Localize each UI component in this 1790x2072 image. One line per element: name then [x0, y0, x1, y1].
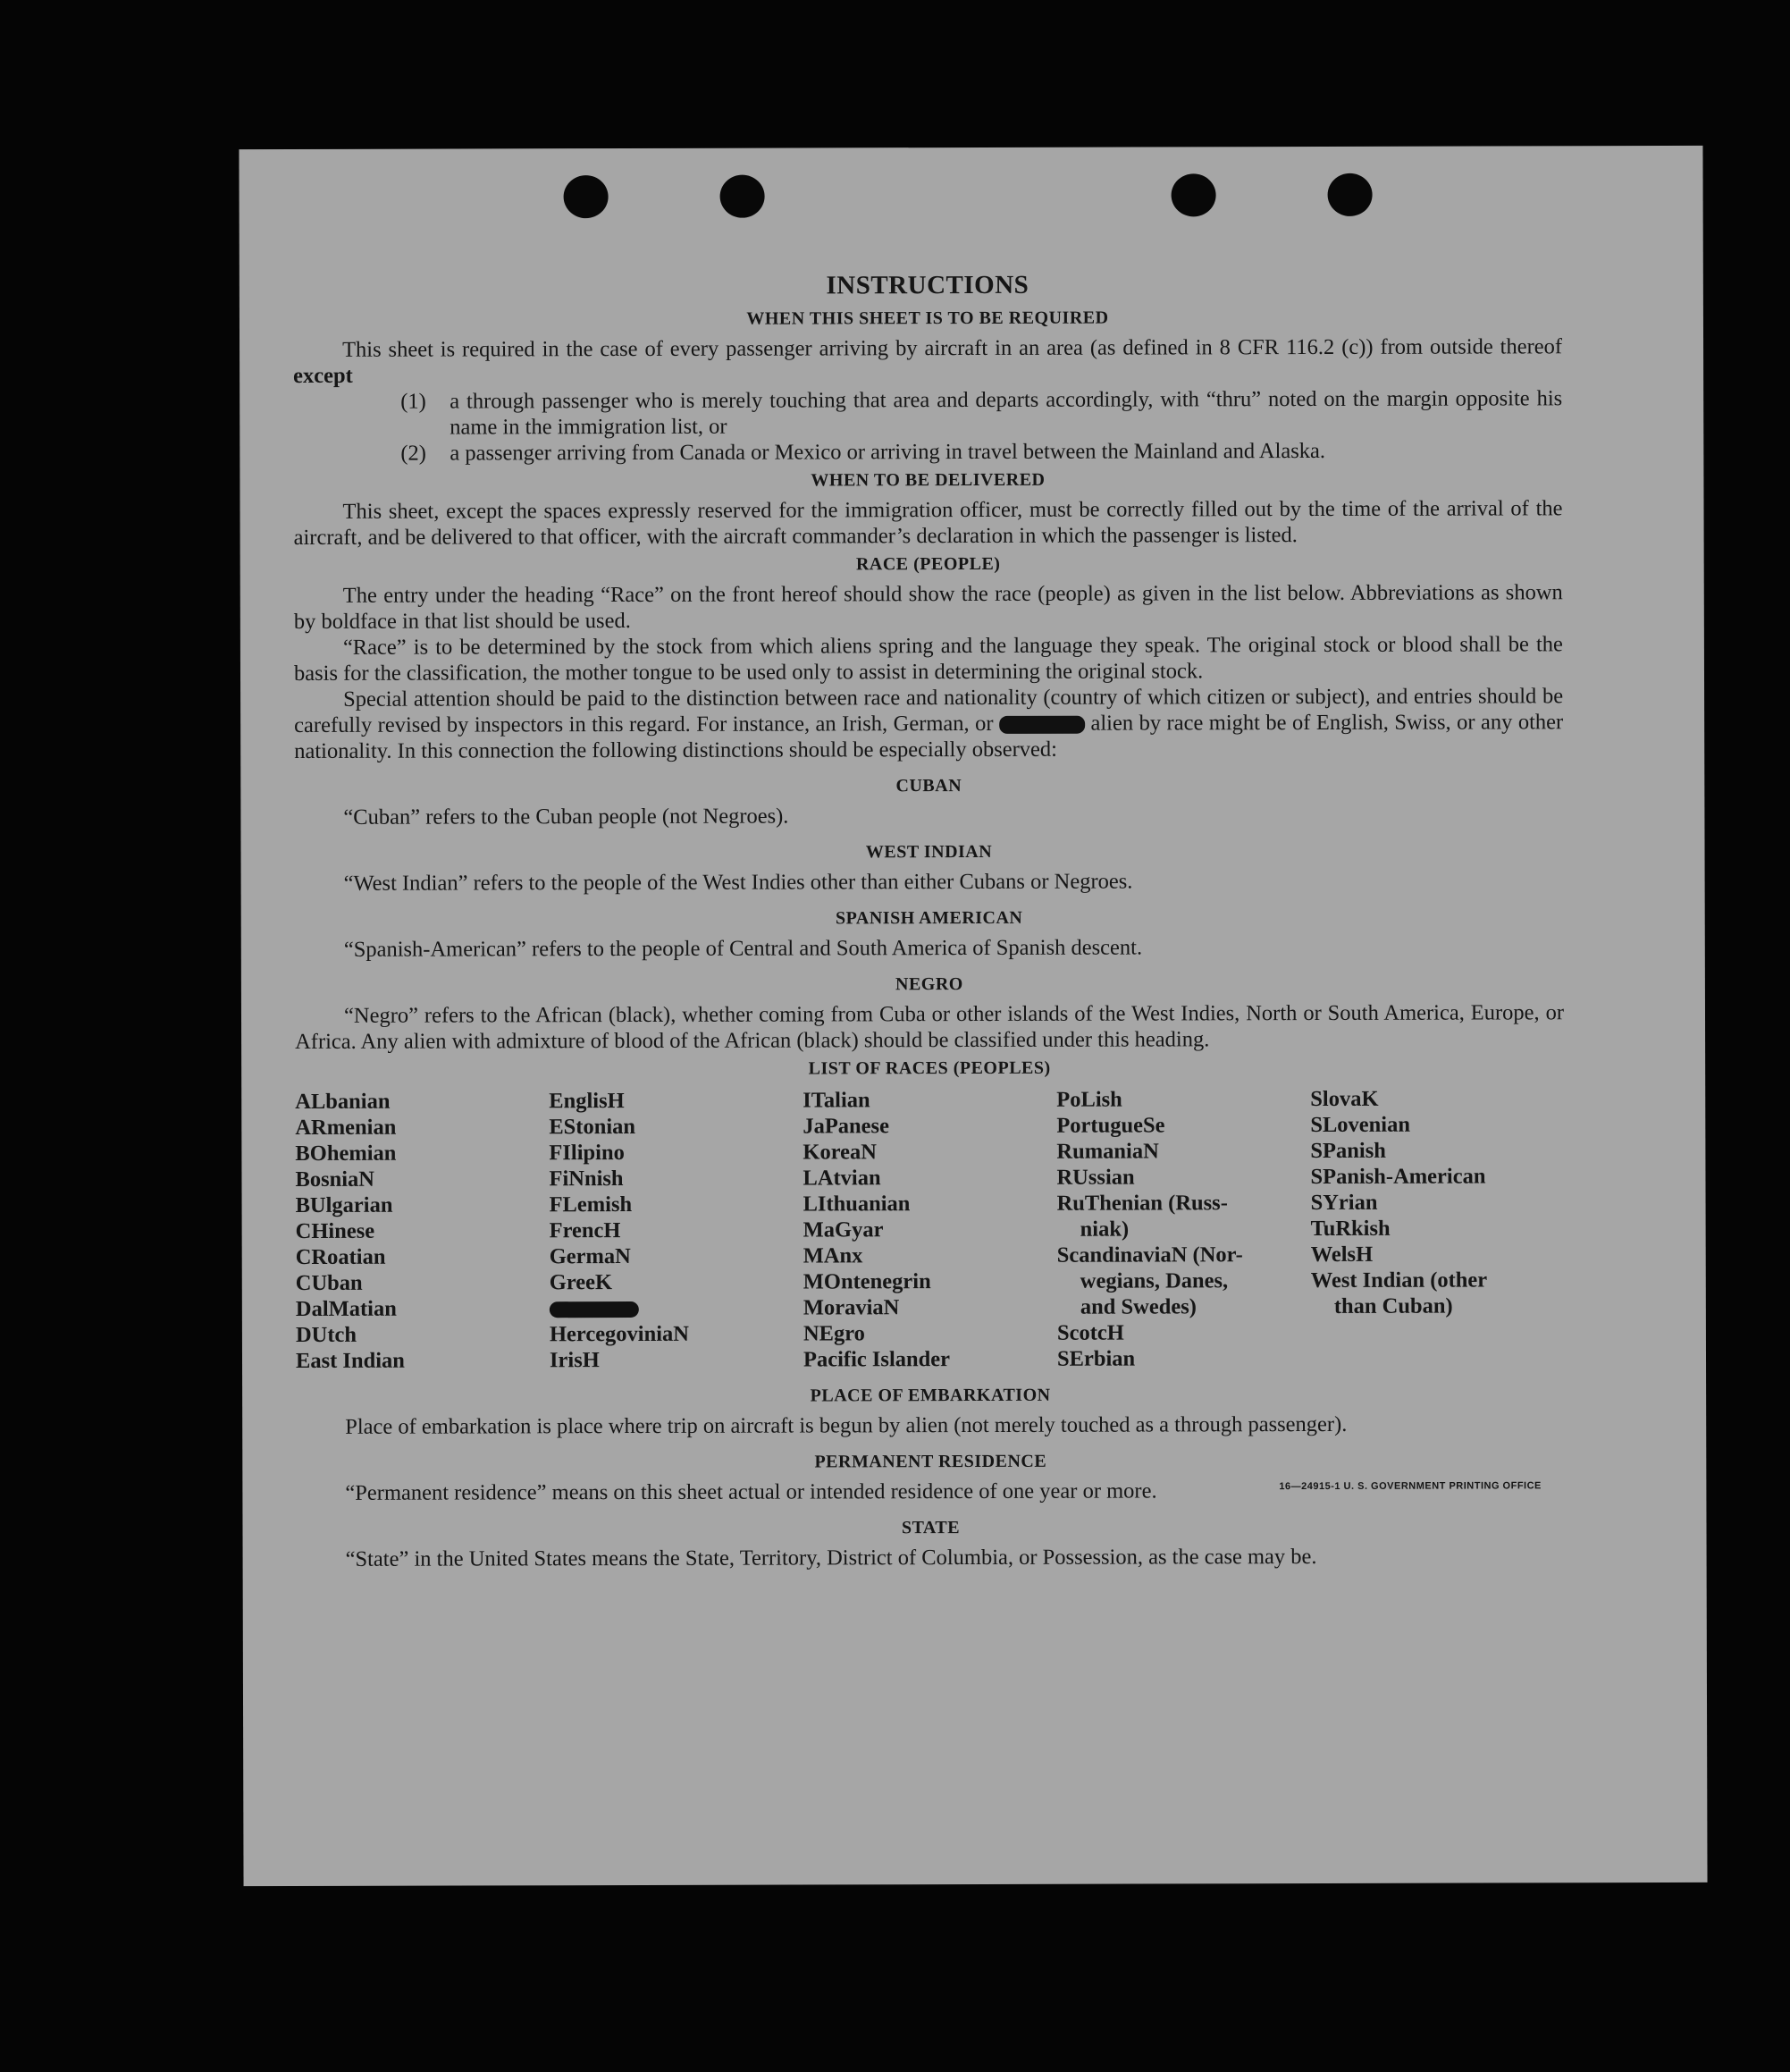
race-entry: FiNnish	[549, 1167, 624, 1192]
race-entry: RuThenian (Russ-	[1056, 1191, 1228, 1216]
race-entry: MaGyar	[803, 1217, 884, 1242]
section-heading: WHEN TO BE DELIVERED	[811, 469, 1046, 491]
race-list	[295, 1085, 1565, 1374]
race-entry: LAtvian	[803, 1166, 881, 1191]
race-entry: KoreaN	[803, 1140, 877, 1165]
race-entry-continued: wegians, Danes,	[1080, 1268, 1229, 1293]
punch-hole	[720, 175, 765, 218]
paragraph: “Negro” refers to the African (black), whether coming from Cuba or other islands of the West Indies, North or South America, Europe, or Africa. Any alien with admixture of blood of the African (black) should be classified under this heading.	[295, 1000, 1565, 1054]
race-entry: JaPanese	[803, 1114, 889, 1139]
section-heading: CUBAN	[895, 776, 962, 796]
race-entry: TuRkish	[1310, 1216, 1391, 1242]
section-heading: NEGRO	[895, 974, 963, 995]
punch-hole	[1328, 173, 1373, 216]
page-title: INSTRUCTIONS	[826, 270, 1029, 300]
punch-hole	[564, 175, 609, 218]
race-entry: EStonian	[549, 1114, 636, 1140]
section-heading: PLACE OF EMBARKATION	[810, 1385, 1051, 1406]
paragraph: “Cuban” refers to the Cuban people (not Negroes).	[343, 804, 789, 830]
paragraph-text: This sheet is required in the case of every passenger arriving by aircraft in an area (as defined in 8 CFR 116.2 (c)) from outside thereof	[342, 334, 1563, 362]
paragraph	[294, 683, 1563, 764]
race-entry-continued: than Cuban)	[1333, 1293, 1453, 1318]
paragraph: This sheet, except the spaces expressly reserved for the immigration officer, must be correctly filled out by the time of the arrival of the aircraft, and be delivered to that officer, with the aircraft commander’s declaration in which the passenger is listed.	[293, 496, 1563, 550]
race-entry: ITalian	[803, 1088, 870, 1113]
race-entry: RUssian	[1056, 1165, 1135, 1190]
race-entry: SErbian	[1056, 1346, 1136, 1371]
paragraph: The entry under the heading “Race” on the front hereof should show the race (people) as given in the list below. Abbreviations as shown by boldface in that list should be used.	[293, 580, 1563, 634]
race-entry: SLovenian	[1310, 1112, 1411, 1138]
paragraph: “State” in the United States means the State, Territory, District of Columbia, or Possession, as the case may be.	[345, 1544, 1317, 1571]
race-entry: MAnx	[803, 1243, 863, 1268]
race-entry: DalMatian	[295, 1296, 397, 1321]
paragraph: “Spanish-American” refers to the people of Central and South America of Spanish descent.	[343, 935, 1143, 962]
race-entry: CUban	[295, 1270, 363, 1295]
section-heading: RACE (PEOPLE)	[855, 553, 1001, 575]
race-entry: IrisH	[549, 1348, 600, 1373]
section-heading: SPANISH AMERICAN	[836, 907, 1023, 929]
race-column	[1056, 1086, 1311, 1372]
race-column	[549, 1087, 803, 1373]
race-entry: BOhemian	[295, 1141, 397, 1166]
paragraph: “West Indian” refers to the people of the West Indies other than either Cubans or Negroes.	[343, 869, 1133, 896]
race-entry: BUlgarian	[295, 1192, 393, 1217]
race-entry: NEgro	[803, 1321, 865, 1346]
item-text: a through passenger who is merely touching that area and departs accordingly, with “thru” noted on the margin opposite his name in the immigration list, or	[450, 386, 1563, 440]
item-number: (1)	[400, 389, 426, 414]
paragraph: Place of embarkation is place where trip on aircraft is begun by alien (not merely touched as a through passenger).	[345, 1411, 1348, 1439]
race-entry: BosniaN	[295, 1167, 375, 1192]
race-entry: ALbanian	[295, 1089, 391, 1114]
section-heading: WEST INDIAN	[865, 841, 993, 863]
race-entry: Pacific Islander	[803, 1347, 951, 1372]
race-entry: FLemish	[549, 1192, 633, 1217]
race-entry: RumaniaN	[1056, 1139, 1159, 1164]
instructions-body	[293, 271, 1566, 1572]
section-heading: WHEN THIS SHEET IS TO BE REQUIRED	[746, 307, 1109, 329]
item-text: a passenger arriving from Canada or Mexico or arriving in travel between the Mainland and Alaska.	[450, 438, 1326, 466]
paragraph-text: alien by race might be of English, Swiss, or any other nationality. In this connection the following distinctions should be especially observed:	[294, 710, 1564, 763]
race-entry: PoLish	[1056, 1087, 1122, 1112]
race-entry: SPanish	[1310, 1138, 1386, 1164]
race-entry: DUtch	[295, 1322, 357, 1347]
race-entry: ARmenian	[295, 1115, 397, 1140]
list-item	[293, 385, 1562, 441]
race-entry: FIlipino	[549, 1141, 625, 1166]
section-heading: STATE	[901, 1518, 961, 1538]
race-column	[1310, 1085, 1565, 1371]
paragraph: “Permanent residence” means on this sheet actual or intended residence of one year or more.	[345, 1478, 1157, 1505]
item-number: (2)	[400, 441, 426, 466]
redaction-mark	[999, 716, 1085, 734]
race-entry: FrencH	[549, 1218, 621, 1243]
race-entry: SPanish-American	[1310, 1164, 1486, 1190]
list-item	[293, 437, 1562, 467]
emphasis-text: except	[293, 363, 353, 388]
race-entry: SlovaK	[1310, 1086, 1379, 1112]
race-entry: LIthuanian	[803, 1192, 911, 1217]
paragraph	[293, 333, 1562, 389]
paragraph: “Race” is to be determined by the stock from which aliens spring and the language they speak. The original stock or blood shall be the basis for the classification, the mother tongue to be used only to assist in determining the original stock.	[293, 632, 1563, 686]
race-column	[295, 1088, 550, 1374]
race-entry: GreeK	[549, 1270, 613, 1295]
race-entry-continued: and Swedes)	[1080, 1294, 1197, 1319]
printer-imprint: 16—24915-1 U. S. GOVERNMENT PRINTING OFFICE	[1279, 1480, 1542, 1493]
race-entry: West Indian (other	[1310, 1268, 1488, 1293]
race-entry: GermaN	[549, 1244, 631, 1269]
redaction-mark	[550, 1301, 639, 1318]
race-entry: HercegoviniaN	[549, 1321, 690, 1347]
race-entry: ScandinaviaN (Nor-	[1056, 1242, 1243, 1268]
instruction-sheet	[239, 146, 1707, 1886]
race-entry: MOntenegrin	[803, 1269, 931, 1294]
race-entry-continued: niak)	[1080, 1217, 1130, 1242]
section-heading: LIST OF RACES (PEOPLES)	[808, 1057, 1051, 1079]
race-entry: MoraviaN	[803, 1295, 900, 1320]
punch-hole	[1172, 173, 1216, 216]
section-heading: PERMANENT RESIDENCE	[814, 1451, 1047, 1472]
race-entry: EnglisH	[549, 1089, 625, 1114]
race-entry-redacted	[550, 1294, 803, 1321]
race-entry: CHinese	[295, 1218, 375, 1243]
race-column	[803, 1087, 1057, 1373]
race-entry: CRoatian	[295, 1244, 386, 1269]
race-entry: SYrian	[1310, 1190, 1378, 1216]
race-entry: ScotcH	[1056, 1320, 1124, 1345]
race-entry: East Indian	[295, 1348, 405, 1373]
paragraph-text: Special attention should be paid to the distinction between race and nationality (country of which citizen or subject), and entries should be carefully revised by inspectors in this regard. For instance, an Irish, German, or	[294, 684, 1564, 737]
race-entry: WelsH	[1310, 1242, 1374, 1268]
race-entry: PortugueSe	[1056, 1113, 1165, 1138]
